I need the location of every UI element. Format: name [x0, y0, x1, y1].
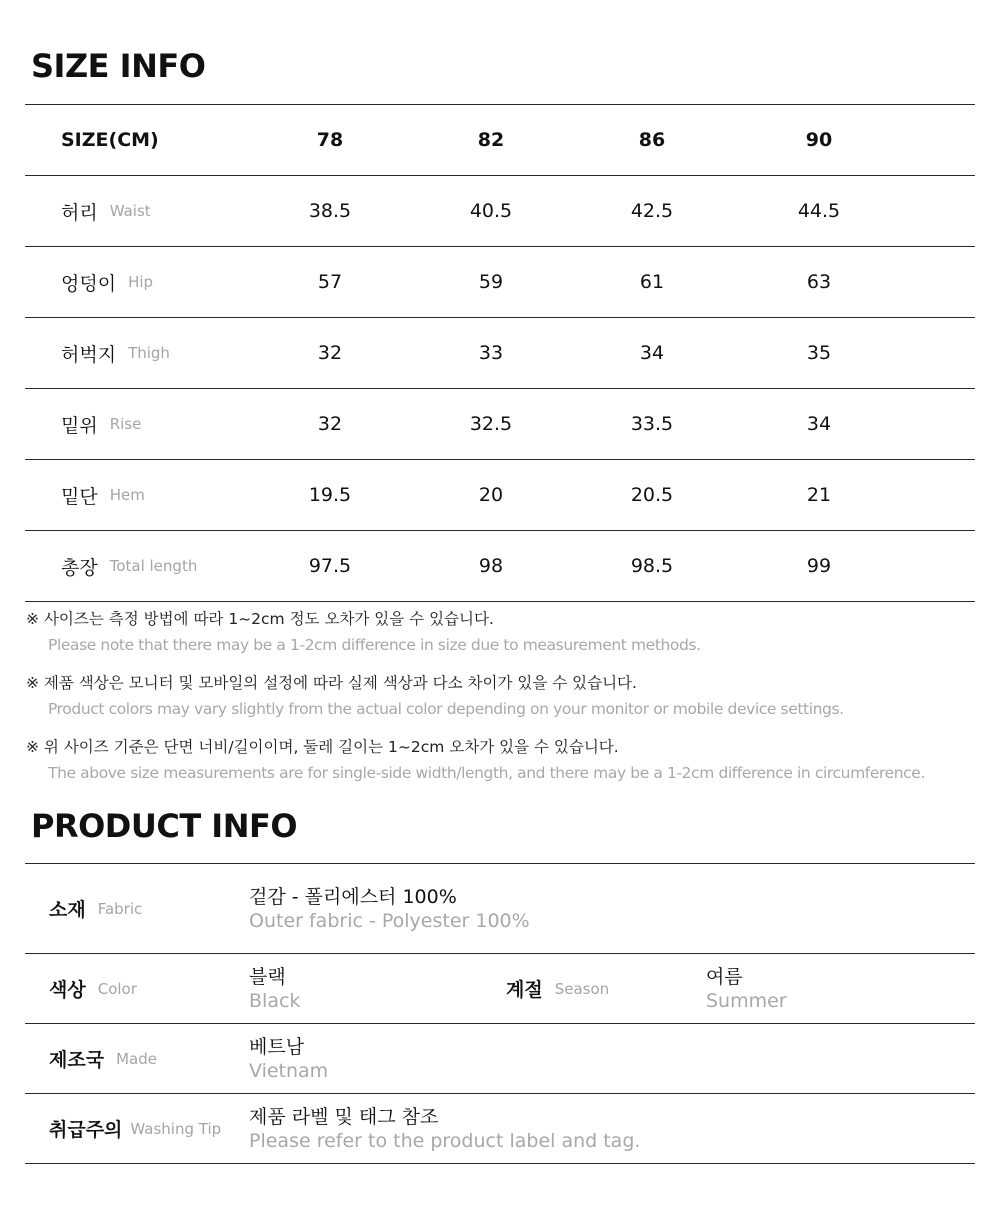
- product-row-made: [25, 1024, 975, 1094]
- size-notes: [26, 606, 986, 798]
- size-value: 38.5: [308, 200, 352, 222]
- measure-label: [61, 531, 197, 601]
- size-value: 98.5: [630, 555, 674, 577]
- product-row-fabric: [25, 864, 975, 954]
- washing-value-en: Please refer to the product label and tag.: [249, 1129, 641, 1152]
- season-value: [706, 954, 787, 1023]
- season-value-en: Summer: [706, 989, 787, 1012]
- size-value: 40.5: [469, 200, 513, 222]
- size-header-90: 90: [805, 129, 833, 151]
- color-value-ko: 블랙: [249, 965, 286, 988]
- color-label: [49, 954, 137, 1023]
- made-label-en: Made: [116, 1049, 157, 1068]
- measure-label: [61, 176, 151, 246]
- measure-label-ko: 허벅지: [61, 343, 117, 366]
- made-label-ko: 제조국: [49, 1049, 105, 1071]
- fabric-label-en: Fabric: [97, 899, 143, 918]
- size-value: 20.5: [630, 484, 674, 506]
- measure-label: [61, 247, 153, 317]
- measure-label-ko: 밑위: [61, 414, 98, 437]
- measure-label-en: Waist: [109, 202, 151, 220]
- fabric-label: [49, 864, 142, 953]
- size-row-rise: [25, 389, 975, 460]
- color-value-en: Black: [249, 989, 301, 1012]
- size-value: 61: [639, 271, 665, 293]
- size-value: 57: [317, 271, 343, 293]
- washing-value: [249, 1094, 640, 1163]
- size-value: 99: [806, 555, 832, 577]
- fabric-value: [249, 864, 530, 953]
- note-ko: ※ 제품 색상은 모니터 및 모바일의 설정에 따라 실제 색상과 다소 차이가 있을 수 있습니다.: [26, 674, 637, 692]
- size-value: 20: [478, 484, 504, 506]
- made-value-ko: 베트남: [249, 1035, 305, 1058]
- size-value: 42.5: [630, 200, 674, 222]
- size-row-waist: [25, 176, 975, 247]
- made-label: [49, 1024, 157, 1093]
- size-value: 32.5: [469, 413, 513, 435]
- size-value: 97.5: [308, 555, 352, 577]
- size-row-total-length: [25, 531, 975, 602]
- size-value: 21: [806, 484, 832, 506]
- size-header-82: 82: [477, 129, 505, 151]
- note-en: Please note that there may be a 1-2cm difference in size due to measurement methods.: [48, 636, 701, 654]
- size-header-86: 86: [638, 129, 666, 151]
- note-en: The above size measurements are for single-side width/length, and there may be a 1-2cm difference in circumference.: [48, 764, 925, 782]
- size-header-78: 78: [316, 129, 344, 151]
- season-label-ko: 계절: [506, 979, 543, 1001]
- color-value: [249, 954, 300, 1023]
- note-ko: ※ 사이즈는 측정 방법에 따라 1~2cm 정도 오차가 있을 수 있습니다.: [26, 610, 494, 628]
- size-value: 33.5: [630, 413, 674, 435]
- measure-label: [61, 460, 145, 530]
- product-info-title: PRODUCT INFO: [31, 807, 298, 845]
- measure-label-en: Hem: [109, 486, 145, 504]
- size-value: 19.5: [308, 484, 352, 506]
- season-value-ko: 여름: [706, 965, 743, 988]
- measure-label-en: Hip: [128, 273, 154, 291]
- washing-value-ko: 제품 라벨 및 태그 참조: [249, 1105, 439, 1128]
- measure-label-en: Total length: [109, 557, 198, 575]
- washing-label-en: Washing Tip: [130, 1119, 222, 1138]
- note-ko: ※ 위 사이즈 기준은 단면 너비/길이이며, 둘레 길이는 1~2cm 오차가 있을 수 있습니다.: [26, 738, 619, 756]
- washing-label: [49, 1094, 221, 1163]
- washing-label-ko: 취급주의: [49, 1119, 123, 1141]
- size-row-hem: [25, 460, 975, 531]
- size-value: 35: [806, 342, 832, 364]
- season-label-en: Season: [554, 979, 610, 998]
- fabric-value-ko: 겉감 - 폴리에스터 100%: [249, 885, 457, 908]
- size-info-title: SIZE INFO: [31, 47, 206, 85]
- size-table: [25, 105, 975, 602]
- measure-label: [61, 318, 170, 388]
- size-value: 33: [478, 342, 504, 364]
- size-row-hip: [25, 247, 975, 318]
- product-row-washing: [25, 1094, 975, 1164]
- color-label-en: Color: [97, 979, 137, 998]
- fabric-label-ko: 소재: [49, 899, 86, 921]
- size-header-row: [25, 105, 975, 176]
- size-row-thigh: [25, 318, 975, 389]
- size-value: 34: [639, 342, 665, 364]
- made-value: [249, 1024, 328, 1093]
- measure-label-ko: 총장: [61, 556, 98, 579]
- size-value: 63: [806, 271, 832, 293]
- measure-label: [61, 389, 141, 459]
- size-value: 32: [317, 413, 343, 435]
- note-en: Product colors may vary slightly from the actual color depending on your monitor or mobile device settings.: [48, 700, 844, 718]
- measure-label-ko: 엉덩이: [61, 272, 117, 295]
- note-item: [26, 670, 986, 722]
- measure-label-en: Rise: [109, 415, 142, 433]
- product-row-color-season: [25, 954, 975, 1024]
- note-item: [26, 606, 986, 658]
- note-item: [26, 734, 986, 786]
- fabric-value-en: Outer fabric - Polyester 100%: [249, 909, 530, 932]
- size-value: 44.5: [797, 200, 841, 222]
- size-value: 98: [478, 555, 504, 577]
- size-value: 34: [806, 413, 832, 435]
- size-value: 59: [478, 271, 504, 293]
- size-header-label: SIZE(CM): [61, 129, 159, 151]
- color-label-ko: 색상: [49, 979, 86, 1001]
- measure-label-ko: 허리: [61, 201, 98, 224]
- measure-label-ko: 밑단: [61, 485, 98, 508]
- product-table: [25, 864, 975, 1164]
- measure-label-en: Thigh: [128, 344, 170, 362]
- size-value: 32: [317, 342, 343, 364]
- made-value-en: Vietnam: [249, 1059, 329, 1082]
- season-label: [506, 954, 609, 1023]
